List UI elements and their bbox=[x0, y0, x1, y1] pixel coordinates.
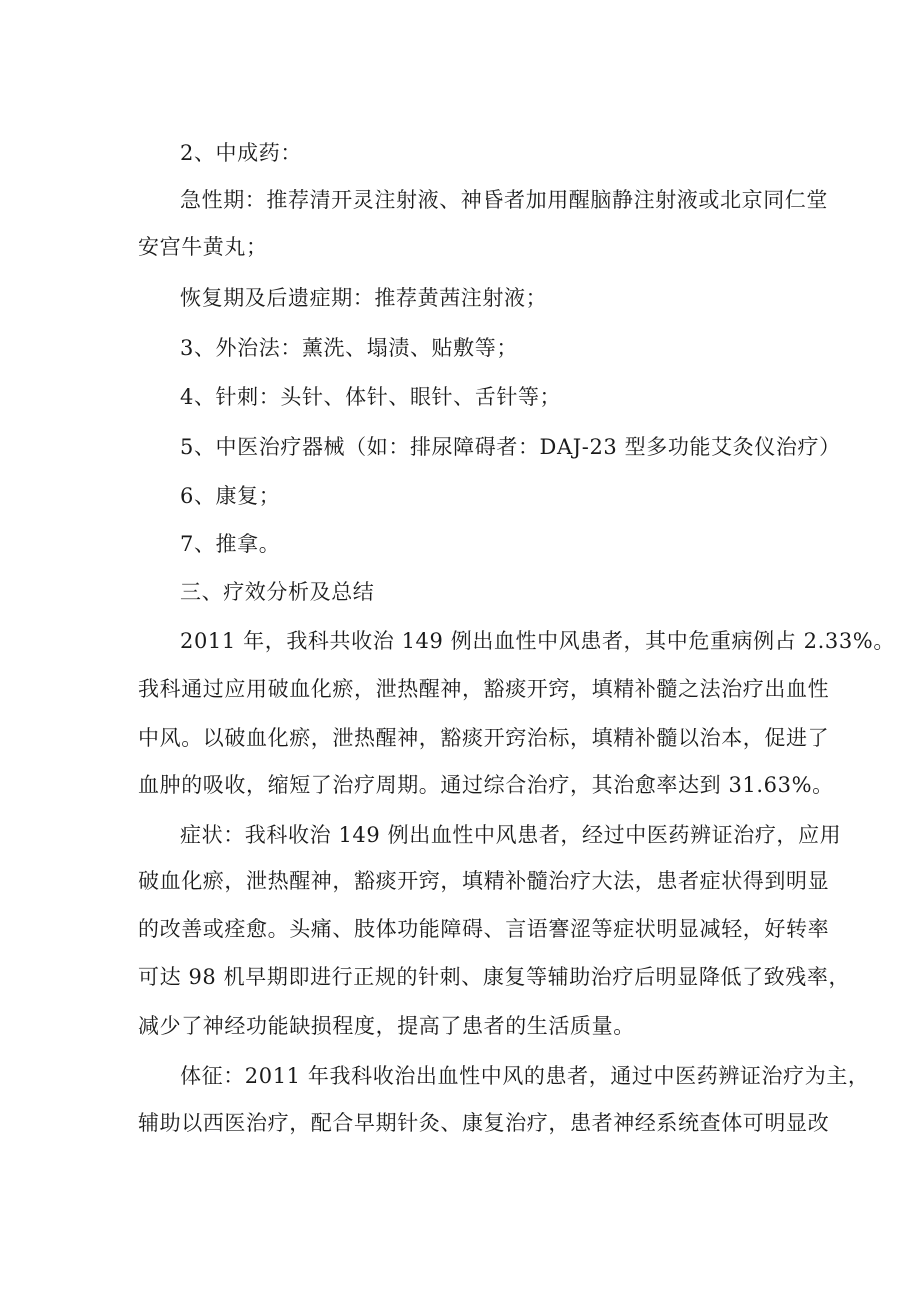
section-heading-efficacy: 三、疗效分析及总结 bbox=[180, 580, 375, 604]
paragraph-line: 恢复期及后遗症期：推荐黄茜注射液； bbox=[180, 286, 548, 310]
paragraph-line: 我科通过应用破血化瘀，泄热醒神，豁痰开窍，填精补髓之法治疗出血性 bbox=[138, 677, 830, 701]
paragraph-line: 2011 年，我科共收治 149 例出血性中风患者，其中危重病例占 2.33%。 bbox=[180, 629, 895, 653]
paragraph-line: 破血化瘀，泄热醒神，豁痰开窍，填精补髓治疗大法，患者症状得到明显 bbox=[138, 869, 830, 893]
paragraph-line: 血肿的吸收，缩短了治疗周期。通过综合治疗，其治愈率达到 31.63%。 bbox=[138, 773, 834, 797]
paragraph-line: 体征：2011 年我科收治出血性中风的患者，通过中医药辨证治疗为主， bbox=[180, 1064, 870, 1088]
paragraph-line: 症状：我科收治 149 例出血性中风患者，经过中医药辨证治疗，应用 bbox=[180, 823, 842, 847]
section-heading-patent-medicine: 2、中成药： bbox=[180, 141, 302, 165]
paragraph-line: 急性期：推荐清开灵注射液、神昏者加用醒脑静注射液或北京同仁堂 bbox=[180, 188, 828, 212]
list-item-external-treatment: 3、外治法：薰洗、塌渍、贴敷等； bbox=[180, 336, 518, 360]
paragraph-line: 中风。以破血化瘀，泄热醒神，豁痰开窍治标，填精补髓以治本，促进了 bbox=[138, 726, 830, 750]
list-item-rehabilitation: 6、康复； bbox=[180, 484, 281, 508]
list-item-massage: 7、推拿。 bbox=[180, 532, 281, 556]
paragraph-line: 安宫牛黄丸； bbox=[138, 235, 268, 259]
list-item-medical-device: 5、中医治疗器械（如：排尿障碍者：DAJ-23 型多功能艾灸仪治疗） bbox=[180, 435, 841, 459]
list-item-acupuncture: 4、针刺：头针、体针、眼针、舌针等； bbox=[180, 385, 562, 409]
paragraph-line: 辅助以西医治疗，配合早期针灸、康复治疗，患者神经系统查体可明显改 bbox=[138, 1111, 830, 1135]
paragraph-line: 可达 98 机早期即进行正规的针刺、康复等辅助治疗后明显降低了致残率， bbox=[138, 965, 851, 989]
paragraph-line: 的改善或痊愈。头痛、肢体功能障碍、言语謇涩等症状明显减轻，好转率 bbox=[138, 917, 830, 941]
paragraph-line: 减少了神经功能缺损程度，提高了患者的生活质量。 bbox=[138, 1014, 635, 1038]
